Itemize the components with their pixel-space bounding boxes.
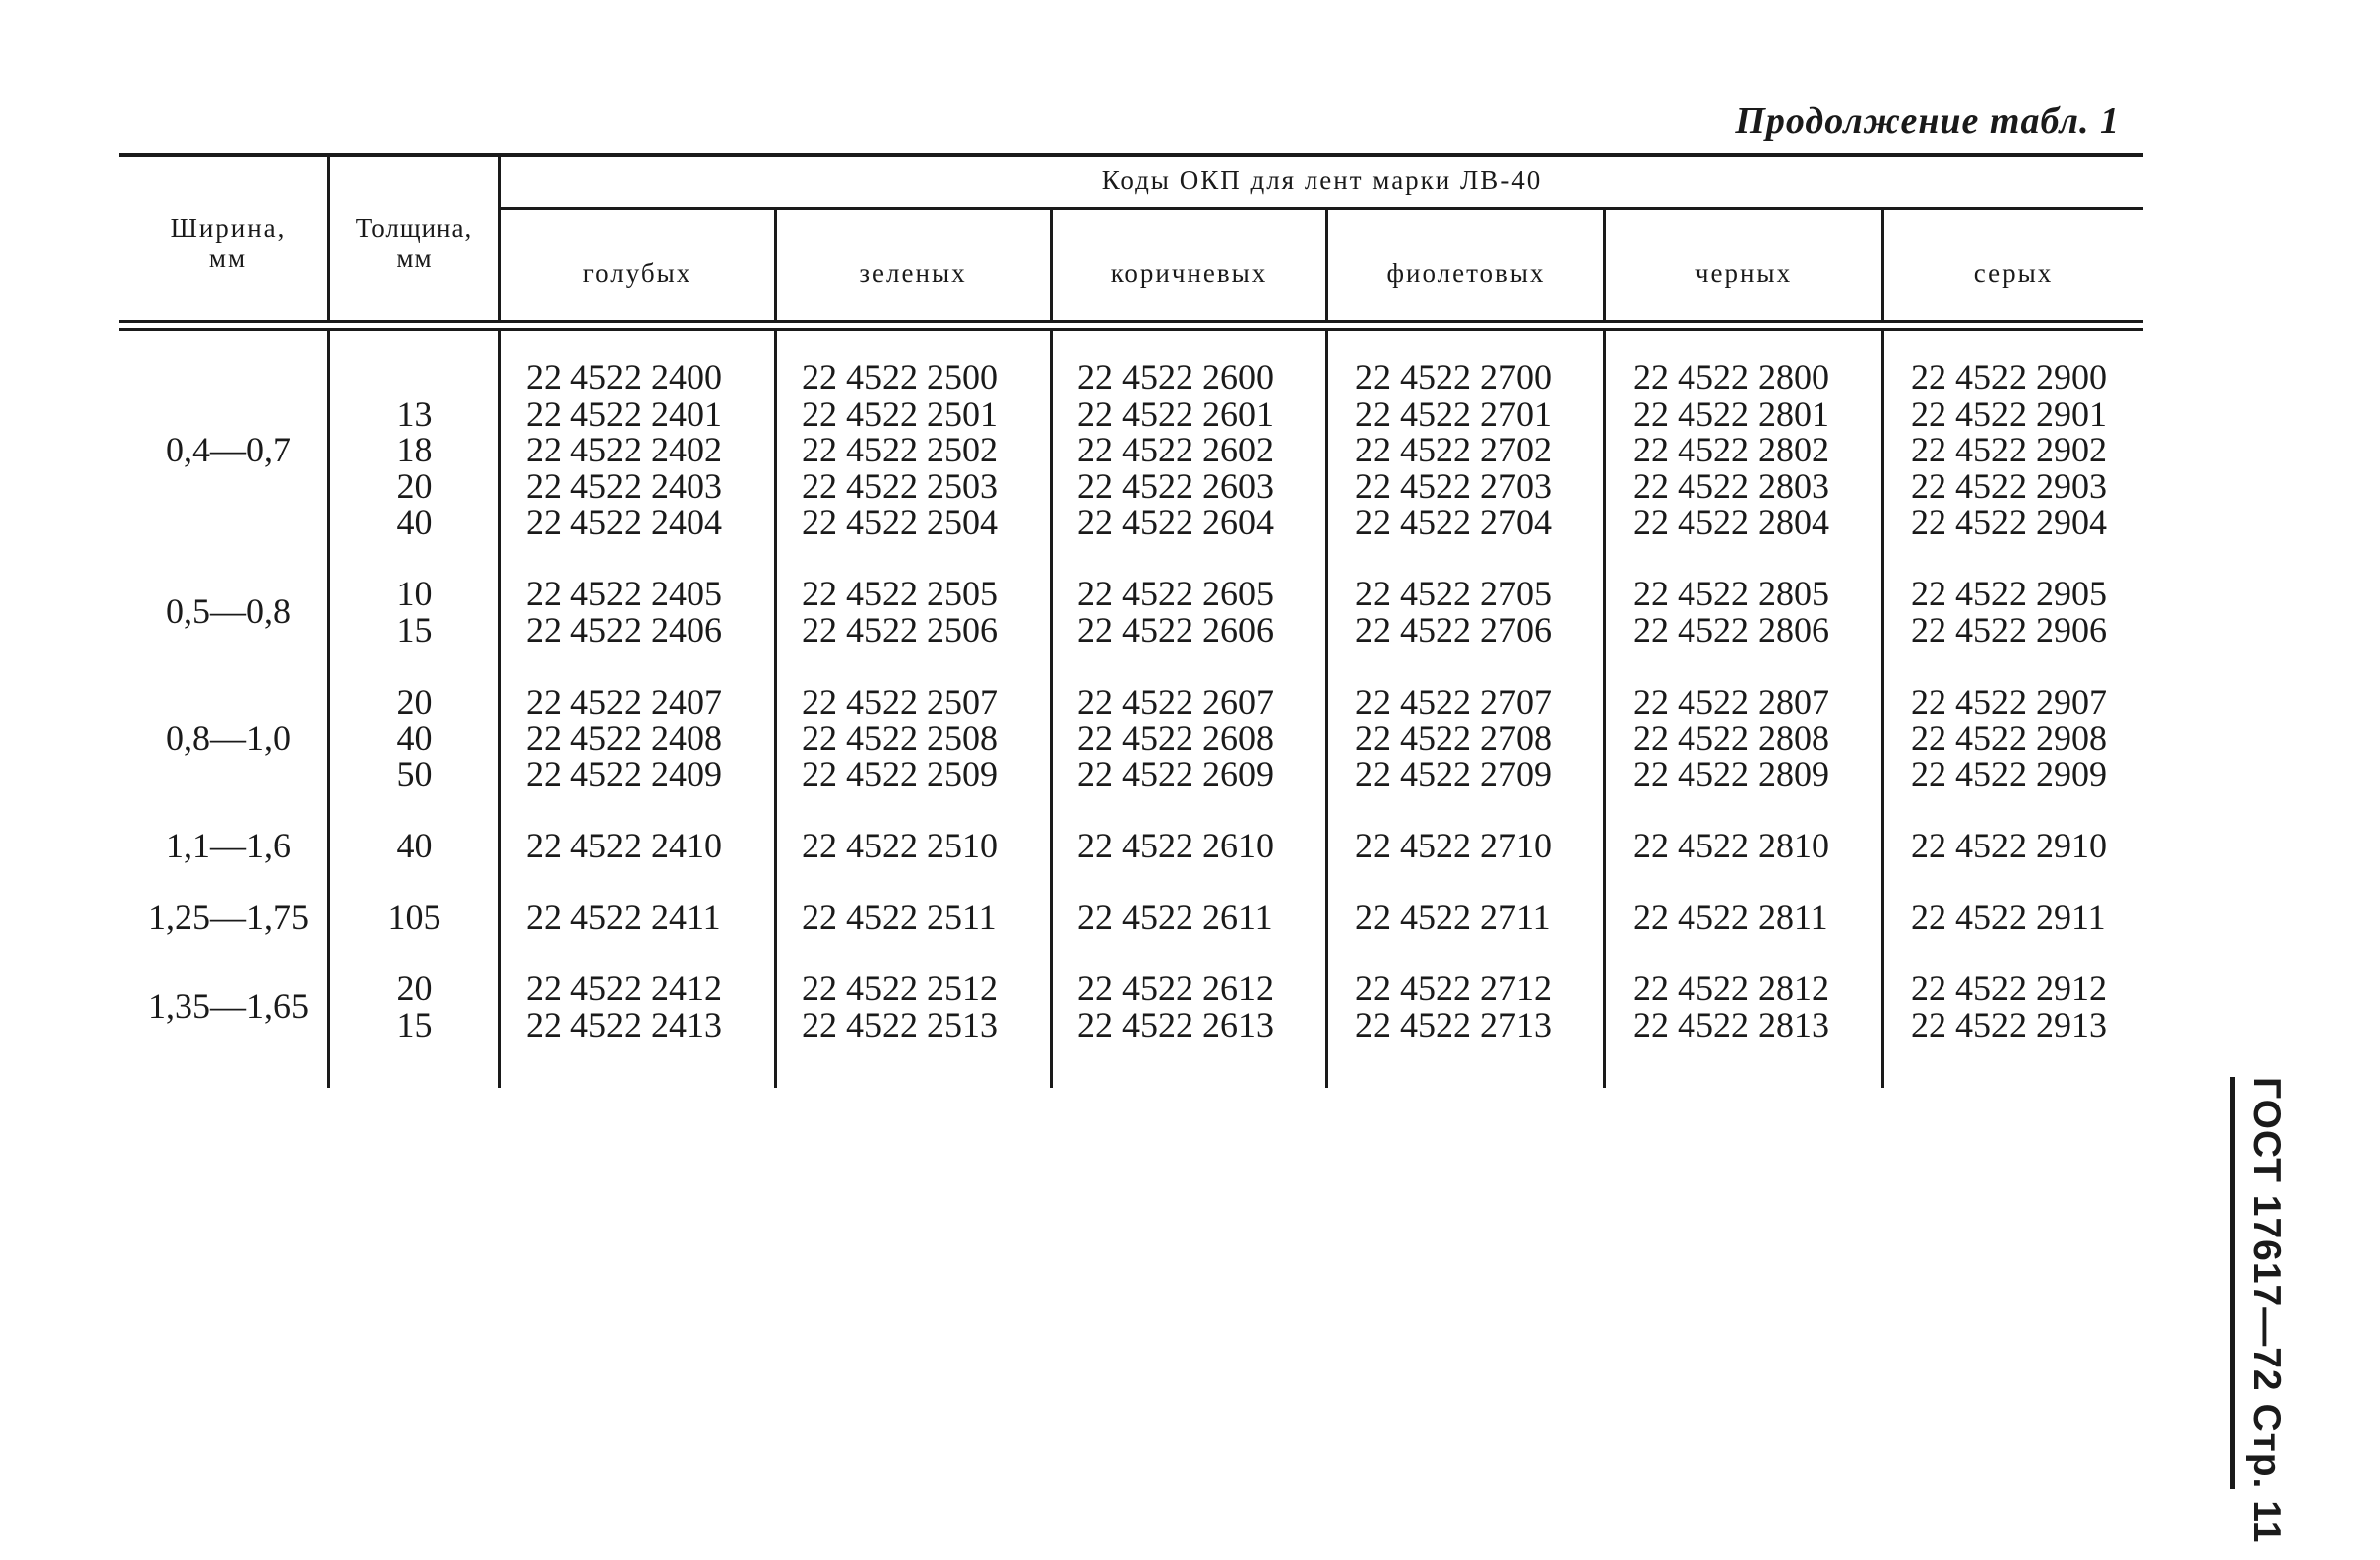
header-color-green: зеленых [859,258,967,288]
okp-code: 22 4522 2405 [526,574,722,613]
code-cell [1077,971,1274,1043]
okp-code: 22 4522 2903 [1911,465,2107,506]
okp-code: 22 4522 2501 [802,393,998,434]
code-cell [1355,828,1552,864]
okp-code: 22 4522 2708 [1355,717,1552,758]
thickness-value: 20 [396,969,433,1008]
okp-code: 22 4522 2511 [802,897,997,937]
okp-code: 22 4522 2606 [1077,609,1274,650]
header-bottom-rule-2 [119,328,2143,331]
okp-code: 22 4522 2808 [1633,717,1829,758]
okp-code: 22 4522 2607 [1077,682,1274,721]
code-cell [1077,828,1274,864]
thickness-value: 13 [396,393,433,434]
code-cell [526,971,722,1043]
okp-code: 22 4522 2505 [802,574,998,613]
header-color-violet: фиолетовых [1386,258,1546,288]
okp-code: 22 4522 2913 [1911,1004,2107,1045]
okp-code: 22 4522 2713 [1355,1004,1552,1045]
thickness-value: 50 [396,754,433,794]
code-cell [1911,971,2107,1043]
okp-code: 22 4522 2702 [1355,430,1552,469]
okp-code: 22 4522 2413 [526,1004,722,1045]
okp-code: 22 4522 2912 [1911,969,2107,1008]
okp-code: 22 4522 2411 [526,897,721,937]
okp-code: 22 4522 2813 [1633,1004,1829,1045]
okp-code: 22 4522 2500 [802,357,998,397]
okp-code: 22 4522 2905 [1911,574,2107,613]
header-color-grey: серых [1973,258,2054,288]
code-cell [526,828,722,864]
code-cell [1911,899,2106,936]
thickness-value: 105 [387,897,441,937]
okp-code: 22 4522 2402 [526,430,722,469]
okp-code: 22 4522 2408 [526,717,722,758]
code-cell [526,359,722,541]
okp-code: 22 4522 2707 [1355,682,1552,721]
thickness-value: 20 [396,465,433,506]
code-cell [1355,684,1552,793]
code-cell [1633,684,1829,793]
thickness-cell [330,899,498,936]
code-cell [526,899,721,936]
okp-code: 22 4522 2703 [1355,465,1552,506]
okp-code: 22 4522 2809 [1633,754,1829,794]
code-cell [1633,359,1829,541]
thickness-value: 15 [396,609,433,650]
thickness-value: 40 [396,502,433,542]
okp-code: 22 4522 2900 [1911,357,2107,397]
okp-code: 22 4522 2701 [1355,393,1552,434]
okp-code: 22 4522 2410 [526,826,722,865]
code-cell [1633,971,1829,1043]
thickness-value: 15 [396,1004,433,1045]
okp-code: 22 4522 2400 [526,357,722,397]
okp-code: 22 4522 2613 [1077,1004,1274,1045]
code-cell [1355,359,1552,541]
okp-code: 22 4522 2802 [1633,430,1829,469]
okp-code: 22 4522 2509 [802,754,998,794]
thickness-cell [330,828,498,864]
okp-code: 22 4522 2513 [802,1004,998,1045]
okp-code: 22 4522 2807 [1633,682,1829,721]
okp-code: 22 4522 2904 [1911,502,2107,542]
code-cell [1077,684,1274,793]
header-bottom-rule-1 [119,320,2143,323]
code-cell [802,971,998,1043]
okp-code: 22 4522 2600 [1077,357,1274,397]
okp-code: 22 4522 2611 [1077,897,1273,937]
okp-code: 22 4522 2407 [526,682,722,721]
okp-code: 22 4522 2504 [802,502,998,542]
okp-code: 22 4522 2901 [1911,393,2107,434]
code-cell [1633,828,1829,864]
okp-code: 22 4522 2804 [1633,502,1829,542]
okp-code: 22 4522 2803 [1633,465,1829,506]
code-cell [1911,684,2107,793]
code-cell [1911,576,2107,648]
code-cell [1355,576,1552,648]
okp-code: 22 4522 2506 [802,609,998,650]
okp-code: 22 4522 2902 [1911,430,2107,469]
thickness-value [330,359,498,396]
header-group: Коды ОКП для лент марки ЛВ-40 [1101,165,1543,195]
okp-code: 22 4522 2502 [802,430,998,469]
code-cell [1633,899,1828,936]
okp-code: 22 4522 2800 [1633,357,1829,397]
code-cell [802,899,997,936]
header-color-black: черных [1694,258,1793,288]
side-label-text: ГОСТ 17617—72 Стр. 11 [2245,1077,2288,1544]
okp-code: 22 4522 2612 [1077,969,1274,1008]
okp-code: 22 4522 2709 [1355,754,1552,794]
width-cell: 0,8—1,0 [166,717,291,758]
okp-code: 22 4522 2906 [1911,609,2107,650]
okp-code: 22 4522 2401 [526,393,722,434]
col-rule-5-body [1325,331,1328,1088]
okp-code: 22 4522 2812 [1633,969,1829,1008]
thickness-cell [330,684,498,793]
header-width: Ширина, мм [170,213,287,273]
okp-code: 22 4522 2603 [1077,465,1274,506]
thickness-cell [330,576,498,648]
okp-code: 22 4522 2806 [1633,609,1829,650]
okp-code: 22 4522 2700 [1355,357,1552,397]
table-caption: Продолжение табл. 1 [1735,100,2120,142]
code-cell [526,684,722,793]
okp-code: 22 4522 2811 [1633,897,1828,937]
table-top-rule [119,153,2143,157]
group-header-rule [501,207,2143,210]
okp-code: 22 4522 2704 [1355,502,1552,542]
okp-code: 22 4522 2409 [526,754,722,794]
okp-code: 22 4522 2507 [802,682,998,721]
code-cell [1077,359,1274,541]
okp-code: 22 4522 2805 [1633,574,1829,613]
code-cell [1911,359,2107,541]
width-cell: 1,25—1,75 [148,897,309,937]
side-page-label [2222,1077,2292,1544]
okp-code: 22 4522 2508 [802,717,998,758]
okp-code: 22 4522 2510 [802,826,998,865]
thickness-value: 10 [396,574,433,613]
okp-code: 22 4522 2503 [802,465,998,506]
okp-code: 22 4522 2604 [1077,502,1274,542]
code-cell [1077,899,1273,936]
thickness-value: 40 [396,717,433,758]
okp-code: 22 4522 2910 [1911,826,2107,865]
header-color-brown: коричневых [1110,258,1268,288]
code-cell [1355,899,1551,936]
header-color-blue: голубых [582,258,692,288]
thickness-value: 40 [396,826,433,865]
okp-code: 22 4522 2911 [1911,897,2106,937]
code-cell [802,828,998,864]
col-rule-7-body [1881,331,1884,1088]
okp-code: 22 4522 2908 [1911,717,2107,758]
col-rule-2-body [498,331,501,1088]
code-cell [1355,971,1552,1043]
okp-code: 22 4522 2610 [1077,826,1274,865]
thickness-cell [330,359,498,541]
code-cell [802,576,998,648]
okp-code: 22 4522 2608 [1077,717,1274,758]
col-rule-4-body [1050,331,1053,1088]
okp-code: 22 4522 2711 [1355,897,1551,937]
okp-code: 22 4522 2712 [1355,969,1552,1008]
okp-code: 22 4522 2609 [1077,754,1274,794]
okp-code: 22 4522 2907 [1911,682,2107,721]
okp-code: 22 4522 2810 [1633,826,1829,865]
okp-code: 22 4522 2512 [802,969,998,1008]
okp-code: 22 4522 2705 [1355,574,1552,613]
okp-code: 22 4522 2404 [526,502,722,542]
thickness-value: 18 [396,430,433,469]
width-cell: 0,4—0,7 [166,430,291,469]
okp-code: 22 4522 2602 [1077,430,1274,469]
code-cell [802,359,998,541]
okp-code: 22 4522 2605 [1077,574,1274,613]
okp-code: 22 4522 2801 [1633,393,1829,434]
header-thickness: Толщина, мм [355,213,473,273]
col-rule-6-body [1603,331,1606,1088]
okp-code: 22 4522 2909 [1911,754,2107,794]
okp-code: 22 4522 2403 [526,465,722,506]
okp-code: 22 4522 2406 [526,609,722,650]
thickness-value: 20 [396,682,433,721]
thickness-cell [330,971,498,1043]
okp-code: 22 4522 2710 [1355,826,1552,865]
code-cell [1633,576,1829,648]
code-cell [1077,576,1274,648]
width-cell: 1,1—1,6 [166,826,291,865]
width-cell: 1,35—1,65 [148,986,309,1027]
code-cell [1911,828,2107,864]
code-cell [526,576,722,648]
okp-code: 22 4522 2412 [526,969,722,1008]
okp-code: 22 4522 2601 [1077,393,1274,434]
width-cell: 0,5—0,8 [166,591,291,632]
side-rule [2230,1077,2235,1489]
code-cell [802,684,998,793]
col-rule-3-body [774,331,777,1088]
okp-code: 22 4522 2706 [1355,609,1552,650]
